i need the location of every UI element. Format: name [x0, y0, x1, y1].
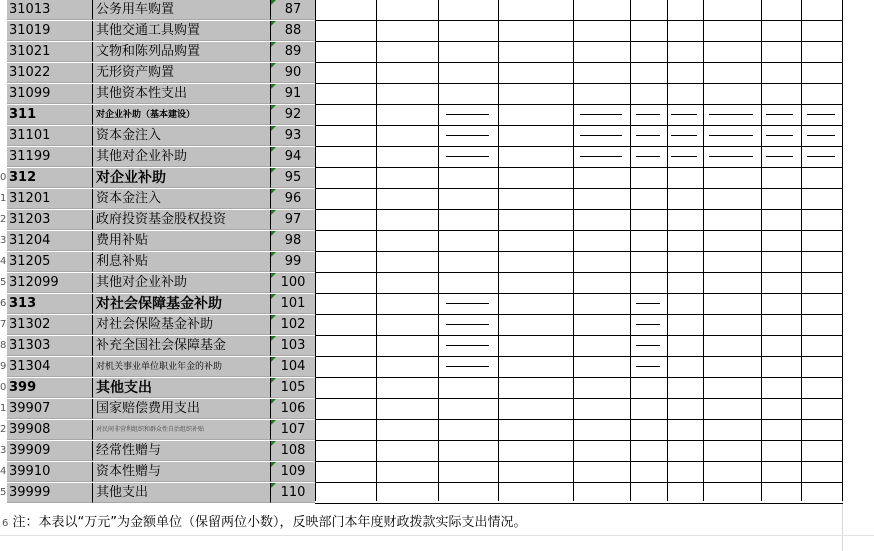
not-applicable-dash — [709, 156, 753, 157]
table-row[interactable] — [0, 315, 874, 336]
not-applicable-dash — [636, 324, 660, 325]
account-name-cell[interactable]: 文物和陈列品购置 — [92, 42, 270, 62]
row-number: 5 — [0, 487, 7, 498]
not-applicable-dash — [580, 156, 622, 157]
table-row[interactable] — [0, 399, 874, 420]
row-number — [0, 0, 7, 20]
account-code-cell[interactable]: 31303 — [7, 336, 92, 356]
line-number-cell[interactable]: 96 — [270, 189, 315, 209]
account-code-cell[interactable]: 31205 — [7, 252, 92, 272]
account-code-cell[interactable]: 399 — [7, 378, 92, 398]
row-number: 1 — [0, 403, 7, 414]
not-applicable-dash — [636, 114, 660, 115]
account-name-cell[interactable]: 对企业补助（基本建设） — [92, 105, 270, 125]
line-number-cell[interactable]: 107 — [270, 420, 315, 440]
not-applicable-dash — [636, 303, 660, 304]
account-name-cell[interactable]: 政府投资基金股权投资 — [92, 210, 270, 230]
row-number: 0 — [0, 382, 7, 393]
not-applicable-dash — [636, 345, 660, 346]
line-number-cell[interactable]: 94 — [270, 147, 315, 167]
account-name-cell[interactable]: 资本金注入 — [92, 126, 270, 146]
line-number-cell[interactable]: 99 — [270, 252, 315, 272]
account-code-cell[interactable]: 313 — [7, 294, 92, 314]
row-number — [0, 63, 7, 83]
table-row[interactable] — [0, 483, 874, 504]
not-applicable-dash — [580, 114, 622, 115]
account-name-cell[interactable]: 对机关事业单位职业年金的补助 — [92, 357, 270, 377]
account-code-cell[interactable]: 39999 — [7, 483, 92, 503]
line-number-cell[interactable]: 89 — [270, 42, 315, 62]
row-divider-light — [0, 535, 874, 536]
table-row[interactable] — [0, 441, 874, 462]
not-applicable-dash — [766, 135, 793, 136]
not-applicable-dash — [807, 114, 835, 115]
account-code-cell[interactable]: 39910 — [7, 462, 92, 482]
account-code-cell[interactable]: 31013 — [7, 0, 92, 20]
line-number-cell[interactable]: 87 — [270, 0, 315, 20]
line-number-cell[interactable]: 109 — [270, 462, 315, 482]
account-code-cell[interactable]: 31201 — [7, 189, 92, 209]
row-number: 2 — [0, 424, 7, 435]
row-number — [0, 147, 7, 167]
line-number-cell[interactable]: 98 — [270, 231, 315, 251]
account-name-cell[interactable]: 其他对企业补助 — [92, 273, 270, 293]
row-number — [0, 42, 7, 62]
line-number-cell[interactable]: 88 — [270, 21, 315, 41]
table-row[interactable] — [0, 420, 874, 441]
not-applicable-dash — [446, 366, 489, 367]
not-applicable-dash — [446, 303, 489, 304]
account-code-cell[interactable]: 31204 — [7, 231, 92, 251]
table-row[interactable] — [0, 0, 874, 21]
account-name-cell[interactable]: 对社会保障基金补助 — [92, 294, 270, 314]
account-code-cell[interactable]: 31302 — [7, 315, 92, 335]
not-applicable-dash — [446, 324, 489, 325]
not-applicable-dash — [636, 156, 660, 157]
line-number-cell[interactable]: 102 — [270, 315, 315, 335]
row-number: 0 — [0, 172, 7, 183]
account-name-cell[interactable]: 其他支出 — [92, 378, 270, 398]
table-row[interactable] — [0, 273, 874, 294]
account-code-cell[interactable]: 312 — [7, 168, 92, 188]
table-row[interactable] — [0, 21, 874, 42]
line-number-cell[interactable]: 101 — [270, 294, 315, 314]
row-number: 6 — [2, 518, 9, 529]
line-number-cell[interactable]: 104 — [270, 357, 315, 377]
table-row[interactable] — [0, 84, 874, 105]
table-row[interactable] — [0, 168, 874, 189]
not-applicable-dash — [709, 135, 753, 136]
account-code-cell[interactable]: 31199 — [7, 147, 92, 167]
line-number-cell[interactable]: 90 — [270, 63, 315, 83]
not-applicable-dash — [671, 114, 697, 115]
account-code-cell[interactable]: 39907 — [7, 399, 92, 419]
table-row[interactable] — [0, 357, 874, 378]
line-number-cell[interactable]: 110 — [270, 483, 315, 503]
table-row[interactable] — [0, 231, 874, 252]
table-row[interactable] — [0, 147, 874, 168]
account-name-cell[interactable]: 利息补贴 — [92, 252, 270, 272]
account-name-cell[interactable]: 公务用车购置 — [92, 0, 270, 20]
account-code-cell[interactable]: 31101 — [7, 126, 92, 146]
account-name-cell[interactable]: 其他对企业补助 — [92, 147, 270, 167]
account-code-cell[interactable]: 31019 — [7, 21, 92, 41]
line-number-cell[interactable]: 105 — [270, 378, 315, 398]
account-name-cell[interactable]: 费用补贴 — [92, 231, 270, 251]
account-code-cell[interactable]: 31203 — [7, 210, 92, 230]
row-number — [0, 105, 7, 125]
row-number — [0, 84, 7, 104]
row-divider — [315, 503, 843, 504]
account-name-cell[interactable]: 资本性赠与 — [92, 462, 270, 482]
row-number: 7 — [0, 319, 7, 330]
not-applicable-dash — [636, 366, 660, 367]
account-code-cell[interactable]: 31304 — [7, 357, 92, 377]
not-applicable-dash — [807, 156, 835, 157]
account-name-cell[interactable]: 其他交通工具购置 — [92, 21, 270, 41]
row-number: 9 — [0, 361, 7, 372]
line-number-cell[interactable]: 97 — [270, 210, 315, 230]
not-applicable-dash — [709, 114, 753, 115]
table-row[interactable] — [0, 462, 874, 483]
table-row[interactable] — [0, 252, 874, 273]
row-number — [0, 21, 7, 41]
not-applicable-dash — [807, 135, 835, 136]
account-name-cell[interactable]: 经常性赠与 — [92, 441, 270, 461]
account-name-cell[interactable]: 其他资本性支出 — [92, 84, 270, 104]
account-code-cell[interactable]: 39908 — [7, 420, 92, 440]
row-number: 2 — [0, 214, 7, 225]
account-code-cell[interactable]: 31022 — [7, 63, 92, 83]
account-name-cell[interactable]: 补充全国社会保障基金 — [92, 336, 270, 356]
table-row[interactable] — [0, 63, 874, 84]
table-row[interactable] — [0, 210, 874, 231]
row-number: 3 — [0, 235, 7, 246]
table-row[interactable] — [0, 336, 874, 357]
account-name-cell[interactable]: 其他支出 — [92, 483, 270, 503]
footnote-row[interactable] — [0, 511, 874, 535]
not-applicable-dash — [446, 135, 489, 136]
row-number: 8 — [0, 340, 7, 351]
account-code-cell[interactable]: 311 — [7, 105, 92, 125]
row-number — [0, 126, 7, 146]
line-number-cell[interactable]: 100 — [270, 273, 315, 293]
not-applicable-dash — [636, 135, 660, 136]
account-code-cell[interactable]: 39909 — [7, 441, 92, 461]
table-row[interactable] — [0, 42, 874, 63]
not-applicable-dash — [446, 156, 489, 157]
not-applicable-dash — [671, 156, 697, 157]
row-number: 3 — [0, 445, 7, 456]
table-row[interactable] — [0, 294, 874, 315]
line-number-cell[interactable]: 103 — [270, 336, 315, 356]
not-applicable-dash — [671, 135, 697, 136]
not-applicable-dash — [766, 114, 793, 115]
line-number-cell[interactable]: 95 — [270, 168, 315, 188]
table-row[interactable] — [0, 189, 874, 210]
line-number-cell[interactable]: 93 — [270, 126, 315, 146]
line-number-cell[interactable]: 106 — [270, 399, 315, 419]
line-number-cell[interactable]: 92 — [270, 105, 315, 125]
account-name-cell[interactable]: 对企业补助 — [92, 168, 270, 188]
account-name-cell[interactable]: 资本金注入 — [92, 189, 270, 209]
table-row[interactable] — [0, 126, 874, 147]
row-number: 1 — [0, 193, 7, 204]
not-applicable-dash — [446, 114, 489, 115]
row-number: 4 — [0, 256, 7, 267]
line-number-cell[interactable]: 91 — [270, 84, 315, 104]
line-number-cell[interactable]: 108 — [270, 441, 315, 461]
account-code-cell[interactable]: 31099 — [7, 84, 92, 104]
account-code-cell[interactable]: 312099 — [7, 273, 92, 293]
row-number: 6 — [0, 298, 7, 309]
not-applicable-dash — [580, 135, 622, 136]
account-code-cell[interactable]: 31021 — [7, 42, 92, 62]
not-applicable-dash — [766, 156, 793, 157]
account-name-cell[interactable]: 对社会保险基金补助 — [92, 315, 270, 335]
account-name-cell[interactable]: 国家赔偿费用支出 — [92, 399, 270, 419]
account-name-cell[interactable]: 对民间非营利组织和群众性自治组织补贴 — [92, 420, 270, 440]
table-row[interactable] — [0, 378, 874, 399]
table-row[interactable] — [0, 105, 874, 126]
row-number: 4 — [0, 466, 7, 477]
account-name-cell[interactable]: 无形资产购置 — [92, 63, 270, 83]
not-applicable-dash — [446, 345, 489, 346]
row-number: 5 — [0, 277, 7, 288]
footnote-text: 注：本表以“万元”为金额单位（保留两位小数），反映部门本年度财政拨款实际支出情况。 — [12, 515, 527, 530]
